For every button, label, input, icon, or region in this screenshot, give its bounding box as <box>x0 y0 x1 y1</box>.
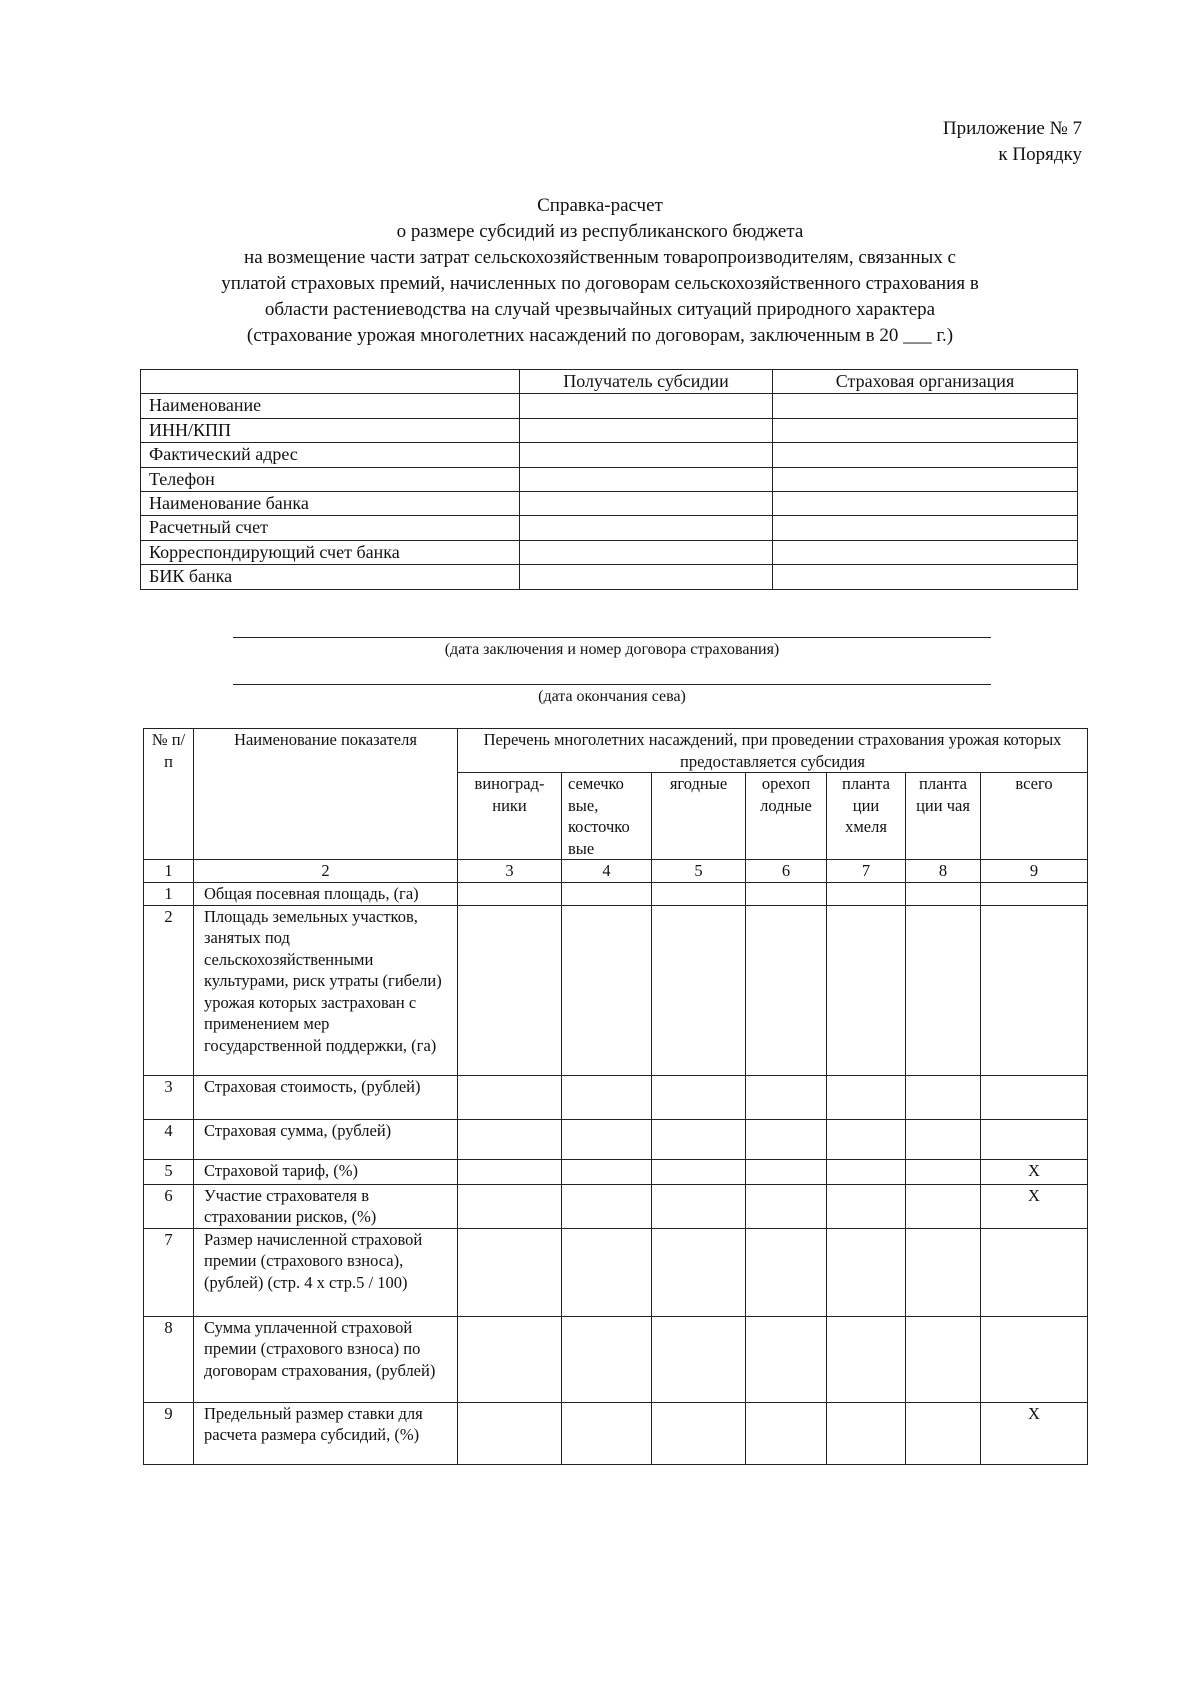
col-number: 8 <box>906 860 981 883</box>
recipient-cell[interactable] <box>520 467 773 491</box>
value-cell[interactable] <box>906 905 981 1075</box>
total-cell[interactable]: X <box>981 1159 1088 1184</box>
value-cell[interactable] <box>906 1075 981 1119</box>
contract-caption: (дата заключения и номер договора страхования) <box>444 641 780 658</box>
table-row <box>144 1184 1088 1228</box>
value-cell[interactable] <box>458 1316 562 1402</box>
value-cell[interactable] <box>562 1402 652 1464</box>
total-cell[interactable] <box>981 905 1088 1075</box>
value-cell[interactable] <box>458 1075 562 1119</box>
table-header-row <box>141 370 1078 394</box>
appendix-label <box>943 116 1082 168</box>
insurer-cell[interactable] <box>773 565 1078 589</box>
column-numbers-row <box>144 860 1088 883</box>
appendix-reference: к Порядку <box>998 144 1082 165</box>
value-cell[interactable] <box>746 1316 827 1402</box>
value-cell[interactable] <box>652 1119 746 1159</box>
table-row <box>144 1075 1088 1119</box>
table-row <box>144 1402 1088 1464</box>
table-row <box>144 1316 1088 1402</box>
col-number: 5 <box>652 860 746 883</box>
header-plantings-group: Перечень многолетних насаждений, при проведении страхования урожая которых предоставляется субсидия <box>458 729 1088 773</box>
header-indicator-name: Наименование показателя <box>194 729 458 860</box>
total-cell[interactable] <box>981 1228 1088 1316</box>
row-number: 5 <box>144 1159 194 1184</box>
value-cell[interactable] <box>827 1316 906 1402</box>
header-tea: планта ции чая <box>906 773 981 860</box>
value-cell[interactable] <box>906 1159 981 1184</box>
value-cell[interactable] <box>827 1402 906 1464</box>
indicator-name: Общая посевная площадь, (га) <box>194 882 458 905</box>
row-number: 4 <box>144 1119 194 1159</box>
row-label: Наименование <box>141 394 520 418</box>
value-cell[interactable] <box>562 1316 652 1402</box>
row-label: Корреспондирующий счет банка <box>141 540 520 564</box>
table-row <box>144 905 1088 1075</box>
insurer-cell[interactable] <box>773 467 1078 491</box>
insurer-cell[interactable] <box>773 418 1078 442</box>
col-number: 7 <box>827 860 906 883</box>
indicator-name: Участие страхователя в страховании рисков, (%) <box>194 1184 458 1228</box>
value-cell[interactable] <box>746 1159 827 1184</box>
table-row <box>141 491 1078 515</box>
value-cell[interactable] <box>906 1184 981 1228</box>
value-cell[interactable] <box>652 1159 746 1184</box>
header-total: всего <box>981 773 1088 860</box>
table-row <box>141 467 1078 491</box>
title-line: уплатой страховых премий, начисленных по договорам сельскохозяйственного страхования в <box>221 273 979 294</box>
title-line: области растениеводства на случай чрезвычайных ситуаций природного характера <box>264 299 936 320</box>
value-cell[interactable] <box>746 1119 827 1159</box>
value-cell[interactable] <box>906 1119 981 1159</box>
recipient-cell[interactable] <box>520 418 773 442</box>
insurer-cell[interactable] <box>773 540 1078 564</box>
header-pome-stone: семечко вые, косточко вые <box>562 773 652 860</box>
row-number: 1 <box>144 882 194 905</box>
value-cell[interactable] <box>458 1228 562 1316</box>
value-cell[interactable] <box>746 1075 827 1119</box>
title-line: Справка-расчет <box>537 195 663 216</box>
insurer-cell[interactable] <box>773 394 1078 418</box>
value-cell[interactable] <box>458 905 562 1075</box>
parties-table <box>140 369 1078 590</box>
row-label: БИК банка <box>141 565 520 589</box>
row-label: ИНН/КПП <box>141 418 520 442</box>
row-number: 8 <box>144 1316 194 1402</box>
indicator-name: Площадь земельных участков, занятых под сельскохозяйственными культурами, риск утраты (гибели) урожая которых застрахован с применением мер государственной поддержки, (га) <box>194 905 458 1075</box>
value-cell[interactable] <box>827 882 906 905</box>
value-cell[interactable] <box>562 1159 652 1184</box>
header-row <box>144 729 1088 773</box>
value-cell[interactable] <box>562 882 652 905</box>
sowing-caption: (дата окончания сева) <box>538 688 686 705</box>
col-number: 4 <box>562 860 652 883</box>
value-cell[interactable] <box>458 882 562 905</box>
value-cell[interactable] <box>746 905 827 1075</box>
title-line: о размере субсидий из республиканского бюджета <box>396 221 804 242</box>
value-cell[interactable] <box>746 1402 827 1464</box>
value-cell[interactable] <box>458 1119 562 1159</box>
value-cell[interactable] <box>652 882 746 905</box>
value-cell[interactable] <box>652 905 746 1075</box>
value-cell[interactable] <box>562 1228 652 1316</box>
total-cell[interactable] <box>981 1316 1088 1402</box>
total-cell[interactable] <box>981 1075 1088 1119</box>
value-cell[interactable] <box>746 1184 827 1228</box>
indicator-name: Страховой тариф, (%) <box>194 1159 458 1184</box>
row-number: 3 <box>144 1075 194 1119</box>
col-number: 9 <box>981 860 1088 883</box>
header-insurer: Страховая организация <box>773 370 1078 394</box>
row-number: 2 <box>144 905 194 1075</box>
header-number: № п/п <box>144 729 194 860</box>
value-cell[interactable] <box>827 1075 906 1119</box>
row-label: Наименование банка <box>141 491 520 515</box>
value-cell[interactable] <box>652 1402 746 1464</box>
table-row <box>141 418 1078 442</box>
value-cell[interactable] <box>652 1228 746 1316</box>
table-row <box>141 394 1078 418</box>
value-cell[interactable] <box>746 882 827 905</box>
col-number: 3 <box>458 860 562 883</box>
indicator-name: Предельный размер ставки для расчета размера субсидий, (%) <box>194 1402 458 1464</box>
value-cell[interactable] <box>827 905 906 1075</box>
recipient-cell[interactable] <box>520 565 773 589</box>
table-row <box>141 516 1078 540</box>
table-row <box>141 565 1078 589</box>
header-cell <box>141 370 520 394</box>
header-vineyards: виноград-ники <box>458 773 562 860</box>
header-hops: планта ции хмеля <box>827 773 906 860</box>
recipient-cell[interactable] <box>520 540 773 564</box>
title-line: на возмещение части затрат сельскохозяйственным товаропроизводителям, связанных с <box>244 247 956 268</box>
value-cell[interactable] <box>827 1184 906 1228</box>
row-number: 7 <box>144 1228 194 1316</box>
row-label: Расчетный счет <box>141 516 520 540</box>
row-number: 9 <box>144 1402 194 1464</box>
indicator-name: Сумма уплаченной страховой премии (страхового взноса) по договорам страхования, (рублей) <box>194 1316 458 1402</box>
header-nuts: орехоп лодные <box>746 773 827 860</box>
value-cell[interactable] <box>827 1159 906 1184</box>
col-number: 1 <box>144 860 194 883</box>
value-cell[interactable] <box>562 1075 652 1119</box>
total-cell[interactable] <box>981 1119 1088 1159</box>
value-cell[interactable] <box>827 1228 906 1316</box>
table-row <box>144 1119 1088 1159</box>
appendix-number: Приложение № 7 <box>942 118 1082 139</box>
col-number: 6 <box>746 860 827 883</box>
table-row <box>144 1228 1088 1316</box>
indicator-name: Страховая сумма, (рублей) <box>194 1119 458 1159</box>
value-cell[interactable] <box>562 905 652 1075</box>
value-cell[interactable] <box>652 1316 746 1402</box>
recipient-cell[interactable] <box>520 491 773 515</box>
value-cell[interactable] <box>746 1228 827 1316</box>
header-berries: ягодные <box>652 773 746 860</box>
col-number: 2 <box>194 860 458 883</box>
value-cell[interactable] <box>906 1228 981 1316</box>
document-title <box>0 193 1200 349</box>
sowing-date-input-line[interactable] <box>233 684 991 685</box>
insurer-cell[interactable] <box>773 443 1078 467</box>
value-cell[interactable] <box>458 1402 562 1464</box>
title-line: (страхование урожая многолетних насаждений по договорам, заключенным в 20 ___ г.) <box>246 325 954 346</box>
value-cell[interactable] <box>906 1402 981 1464</box>
recipient-cell[interactable] <box>520 394 773 418</box>
value-cell[interactable] <box>562 1119 652 1159</box>
indicator-name: Страховая стоимость, (рублей) <box>194 1075 458 1119</box>
value-cell[interactable] <box>652 1075 746 1119</box>
calculation-table <box>143 728 1088 1465</box>
recipient-cell[interactable] <box>520 516 773 540</box>
value-cell[interactable] <box>906 1316 981 1402</box>
total-cell[interactable]: X <box>981 1402 1088 1464</box>
row-label: Фактический адрес <box>141 443 520 467</box>
total-cell[interactable]: X <box>981 1184 1088 1228</box>
recipient-cell[interactable] <box>520 443 773 467</box>
row-label: Телефон <box>141 467 520 491</box>
table-row <box>141 540 1078 564</box>
value-cell[interactable] <box>827 1119 906 1159</box>
insurer-cell[interactable] <box>773 491 1078 515</box>
indicator-name: Размер начисленной страховой премии (страхового взноса), (рублей) (стр. 4 х стр.5 / 100) <box>194 1228 458 1316</box>
value-cell[interactable] <box>906 882 981 905</box>
total-cell[interactable] <box>981 882 1088 905</box>
table-row <box>141 443 1078 467</box>
table-row <box>144 1159 1088 1184</box>
value-cell[interactable] <box>652 1184 746 1228</box>
row-number: 6 <box>144 1184 194 1228</box>
insurer-cell[interactable] <box>773 516 1078 540</box>
value-cell[interactable] <box>458 1184 562 1228</box>
header-recipient: Получатель субсидии <box>520 370 773 394</box>
value-cell[interactable] <box>562 1184 652 1228</box>
value-cell[interactable] <box>458 1159 562 1184</box>
table-row <box>144 882 1088 905</box>
contract-input-line[interactable] <box>233 637 991 638</box>
